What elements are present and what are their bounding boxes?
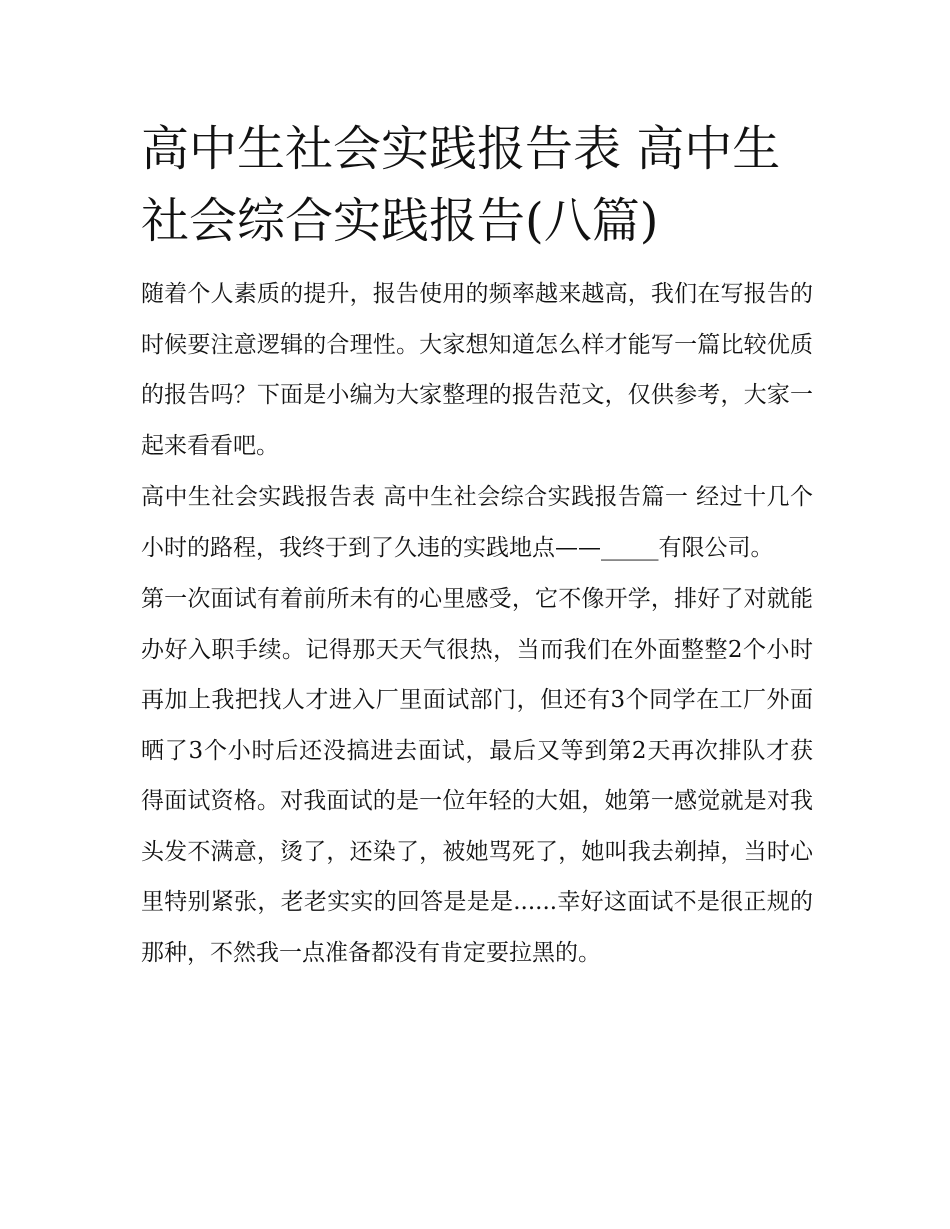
section-one-paragraph: 高中生社会实践报告表 高中生社会综合实践报告篇一 经过十几个小时的路程，我终于到了久违的实践地点——_____有限公司。 — [141, 484, 813, 561]
document-title: 高中生社会实践报告表 高中生社会综合实践报告(八篇) — [141, 121, 781, 249]
interview-paragraph: 第一次面试有着前所未有的心里感受，它不像开学，排好了对就能办好入职手续。记得那天天气很热，当而我们在外面整整2个小时再加上我把找人才进入厂里面试部门，但还有3个同学在工厂外面晒了3个小时后还没搞进去面试，最后又等到第2天再次排队才获得面试资格。对我面试的是一位年轻的大姐，她第一感觉就是对我头发不满意，烫了，还染了，被她骂死了，她叫我去剃掉，当时心里特别紧张，老老实实的回答是是是......幸好这面试不是很正规的那种，不然我一点准备都没有肯定要拉黑的。 — [141, 586, 813, 966]
document-body — [141, 113, 813, 978]
intro-paragraph: 随着个人素质的提升，报告使用的频率越来越高，我们在写报告的时候要注意逻辑的合理性。大家想知道怎么样才能写一篇比较优质的报告吗？下面是小编为大家整理的报告范文，仅供参考，大家一起来看看吧。 — [141, 281, 813, 459]
